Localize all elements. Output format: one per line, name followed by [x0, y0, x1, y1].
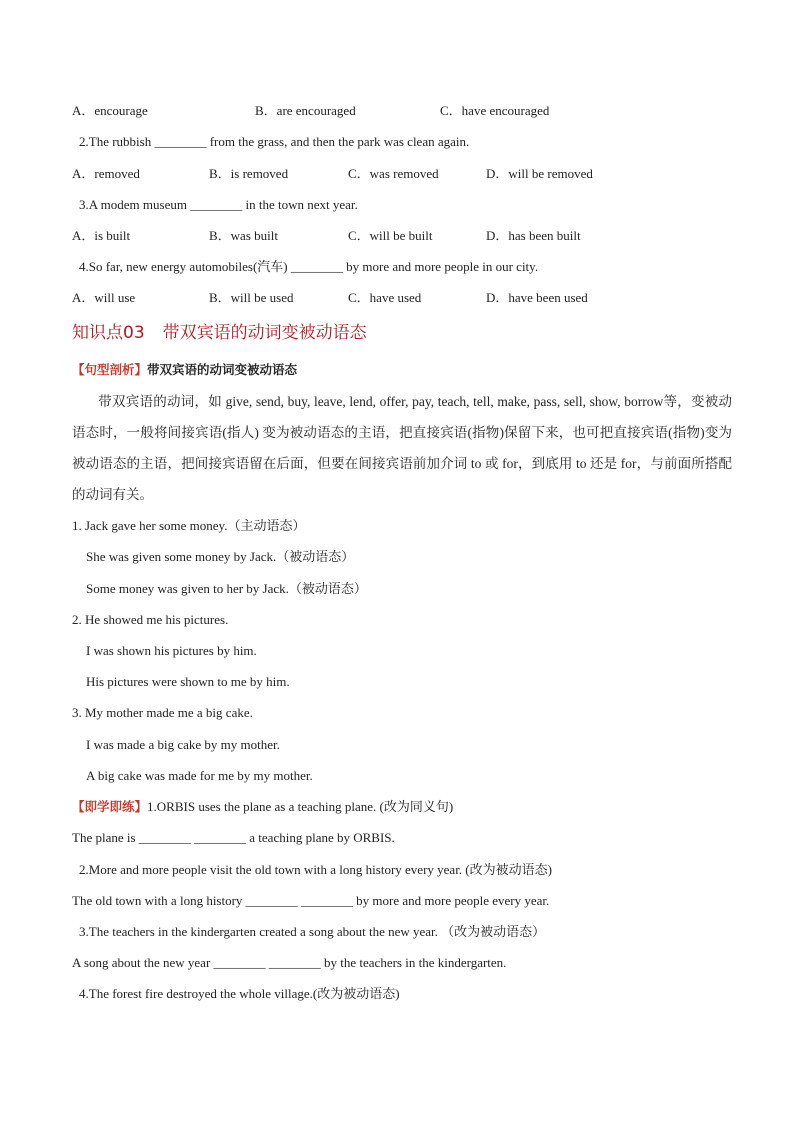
practice-bracket-label: 【即学即练】 — [72, 799, 148, 814]
q1-option-a: A．encourage — [72, 103, 148, 118]
q4-option-b: B．will be used — [209, 290, 294, 305]
q1-option-c: C．have encouraged — [440, 103, 550, 118]
example-line: I was made a big cake by my mother. — [86, 737, 280, 752]
analysis-paragraph-text: 带双宾语的动词，如 give, send, buy, leave, lend, offer, pay, teach, tell, make, pass, sell, show, borrow等，变被动语态时，一般将间接宾语(指人) 变为被动语态的主语，把直接宾语(指物)保留下来，也可把直接宾语(指物)变为被动语态的主语，把间接宾语留在后面，但要在间接宾语前加介词 to 或 for，到底用 to 还是 for，与前面所搭配的动词有关。 — [72, 394, 732, 502]
q3-option-c: C．will be built — [348, 228, 433, 243]
q3-option-b: B．was built — [209, 228, 278, 243]
section-heading — [72, 322, 367, 344]
example-line: I was shown his pictures by him. — [86, 643, 257, 658]
practice-line: 1.ORBIS uses the plane as a teaching plane. (改为同义句) — [147, 799, 454, 814]
section-number: 知识点03 — [72, 323, 145, 343]
practice-line: The plane is ________ ________ a teaching plane by ORBIS. — [72, 830, 395, 845]
q2-option-a: A．removed — [72, 166, 140, 181]
example-line: 3. My mother made me a big cake. — [72, 705, 253, 720]
q2-option-b: B．is removed — [209, 166, 289, 181]
example-line: She was given some money by Jack.（被动语态） — [86, 549, 355, 564]
section-title-text: 带双宾语的动词变被动语态 — [162, 323, 367, 343]
analysis-bracket-label: 【句型剖析】 — [72, 362, 148, 377]
practice-line: The old town with a long history ________ ________ by more and more people every year. — [72, 893, 550, 908]
example-line: 2. He showed me his pictures. — [72, 612, 229, 627]
example-line: A big cake was made for me by my mother. — [86, 768, 313, 783]
q1-option-b: B．are encouraged — [255, 103, 356, 118]
q2-stem: 2.The rubbish ________ from the grass, and then the park was clean again. — [79, 134, 470, 149]
practice-header — [72, 799, 453, 815]
q2-option-d: D．will be removed — [486, 166, 593, 181]
example-line: Some money was given to her by Jack.（被动语态） — [86, 581, 367, 596]
q3-stem: 3.A modem museum ________ in the town next year. — [79, 197, 358, 212]
q4-stem: 4.So far, new energy automobiles(汽车) ________ by more and more people in our city. — [79, 259, 539, 274]
q4-option-c: C．have used — [348, 290, 422, 305]
analysis-heading: 带双宾语的动词变被动语态 — [147, 362, 298, 377]
practice-line: 2.More and more people visit the old town with a long history every year. (改为被动语态) — [79, 862, 552, 877]
practice-line: 4.The forest fire destroyed the whole village.(改为被动语态) — [79, 986, 400, 1001]
practice-line: A song about the new year ________ ________ by the teachers in the kindergarten. — [72, 955, 507, 970]
q3-option-d: D．has been built — [486, 228, 581, 243]
example-line: His pictures were shown to me by him. — [86, 674, 290, 689]
q4-option-a: A．will use — [72, 290, 136, 305]
practice-line: 3.The teachers in the kindergarten created a song about the new year. （改为被动语态） — [79, 924, 546, 939]
q4-option-d: D．have been used — [486, 290, 588, 305]
analysis-header — [72, 362, 297, 378]
example-line: 1. Jack gave her some money.（主动语态） — [72, 518, 306, 533]
analysis-paragraph — [72, 386, 732, 510]
q2-option-c: C．was removed — [348, 166, 439, 181]
q3-option-a: A．is built — [72, 228, 131, 243]
